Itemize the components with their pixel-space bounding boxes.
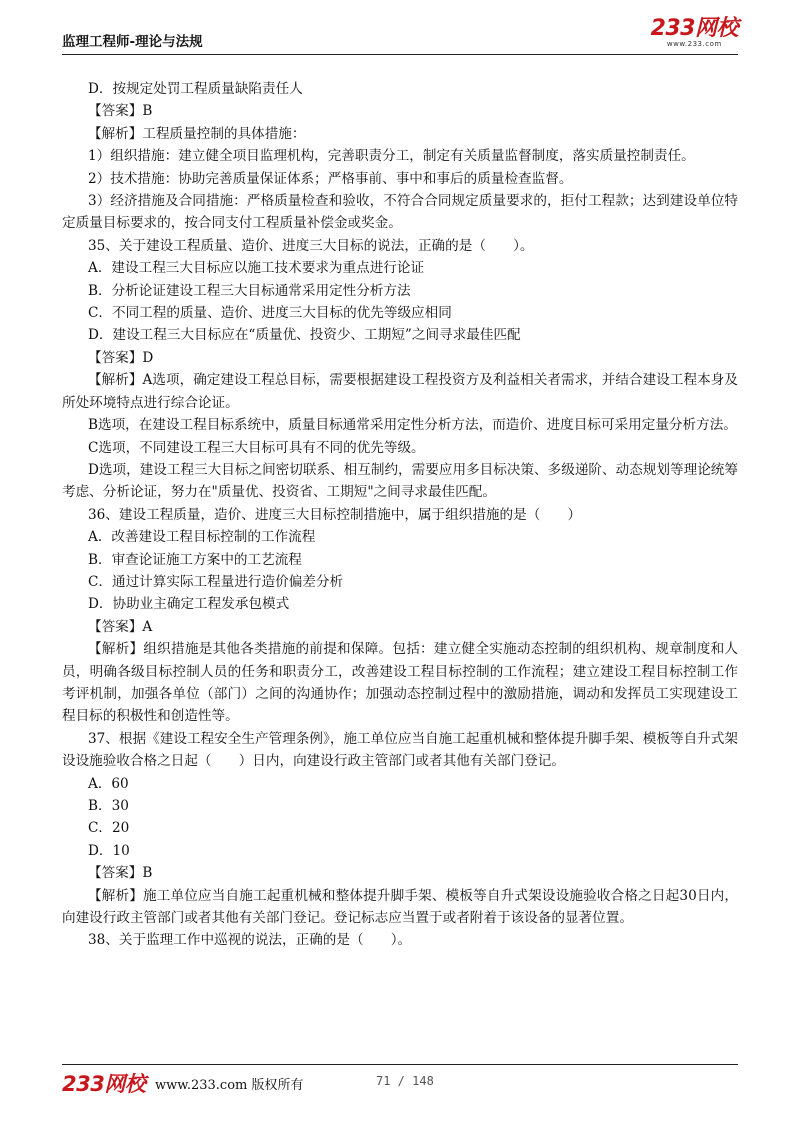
paragraph: C选项，不同建设工程三大目标可具有不同的优先等级。 — [88, 439, 425, 456]
paragraph: 【解析】施工单位应当自施工起重机械和整体提升脚手架、模板等自升式架设设施验收合格之日起30日内，向建设行政主管部门或者其他有关部门登记。登记标志应当置于或者附着于该设备的显著位置。 — [62, 887, 738, 927]
paragraph: D．按规定处罚工程质量缺陷责任人 — [88, 81, 303, 97]
paragraph: 【解析】组织措施是其他各类措施的前提和保障。包括：建立健全实施动态控制的组织机构、规章制度和人员，明确各级目标控制人员的任务和职责分工，改善建设工程目标控制的工作流程；建立建设工程目标控制工作考评机制，加强各单位（部门）之间的沟通协作；加强动态控制过程中的激励措施，调动和发挥员工实现建设工程目标的积极性和创造性等。 — [62, 641, 738, 725]
paragraph: 【答案】B — [88, 103, 153, 120]
question-37: 37、根据《建设工程安全生产管理条例》，施工单位应当自施工起重机械和整体提升脚手架、模板等自升式架设设施验收合格之日起（ ）日内，向建设行政主管部门或者其他有关部门登记。 — [62, 730, 738, 770]
paragraph: 【解析】工程质量控制的具体措施： — [88, 125, 306, 142]
option: A．建设工程三大目标应以施工技术要求为重点进行论证 — [88, 260, 425, 277]
paragraph: 2）技术措施：协助完善质量保证体系；严格事前、事中和事后的质量检查监督。 — [88, 170, 573, 187]
brand-logo — [651, 18, 738, 48]
footer-copyright: www.233.com 版权所有 — [155, 1078, 304, 1093]
header-divider — [62, 54, 738, 55]
question-35: 35、关于建设工程质量、造价、进度三大目标的说法，正确的是（ ）。 — [88, 237, 534, 254]
option: C．不同工程的质量、造价、进度三大目标的优先等级应相同 — [88, 305, 452, 322]
paragraph: B选项，在建设工程目标系统中，质量目标通常采用定性分析方法，而造价、进度目标可采用定量分析方法。 — [88, 417, 737, 434]
page-number: 71 / 148 — [376, 1074, 434, 1088]
answer: 【答案】D — [88, 349, 154, 366]
option: D．建设工程三大目标应在“质量优、投资少、工期短”之间寻求最佳匹配 — [88, 327, 521, 344]
option: C．20 — [88, 820, 130, 837]
brand-logo-text: 233网校 — [650, 16, 738, 41]
answer: 【答案】A — [88, 618, 153, 635]
option: C．通过计算实际工程量进行造价偏差分析 — [88, 573, 344, 590]
option: A．60 — [88, 775, 129, 792]
option: A．改善建设工程目标控制的工作流程 — [88, 529, 316, 546]
document-body — [62, 78, 738, 952]
paragraph: D选项，建设工程三大目标之间密切联系、相互制约，需要应用多目标决策、多级递阶、动态规划等理论统筹考虑、分析论证，努力在"质量优、投资省、工期短"之间寻求最佳匹配。 — [62, 461, 738, 501]
brand-logo-url: www.233.com — [666, 40, 722, 48]
header-title: 监理工程师-理论与法规 — [62, 34, 203, 50]
option: B．30 — [88, 798, 129, 814]
footer-divider — [62, 1064, 738, 1065]
paragraph: 【解析】A选项，确定建设工程总目标，需要根据建设工程投资方及利益相关者需求，并结合建设工程本身及所处环境特点进行综合论证。 — [62, 372, 738, 411]
question-36: 36、建设工程质量，造价、进度三大目标控制措施中，属于组织措施的是（ ） — [88, 506, 582, 523]
option: B．分析论证建设工程三大目标通常采用定性分析方法 — [88, 282, 411, 299]
paragraph: 1）组织措施：建立健全项目监理机构，完善职责分工，制定有关质量监督制度，落实质量控制责任。 — [88, 148, 695, 165]
footer-logo: 233网校 — [62, 1072, 146, 1096]
option: D．10 — [88, 842, 130, 859]
answer: 【答案】B — [88, 865, 153, 882]
paragraph: 3）经济措施及合同措施：严格质量检查和验收，不符合合同规定质量要求的，拒付工程款；达到建设单位特定质量目标要求的，按合同支付工程质量补偿金或奖金。 — [62, 193, 738, 232]
question-38: 38、关于监理工作中巡视的说法，正确的是（ ）。 — [88, 932, 412, 949]
option: B．审查论证施工方案中的工艺流程 — [88, 551, 302, 568]
option: D．协助业主确定工程发承包模式 — [88, 596, 290, 613]
